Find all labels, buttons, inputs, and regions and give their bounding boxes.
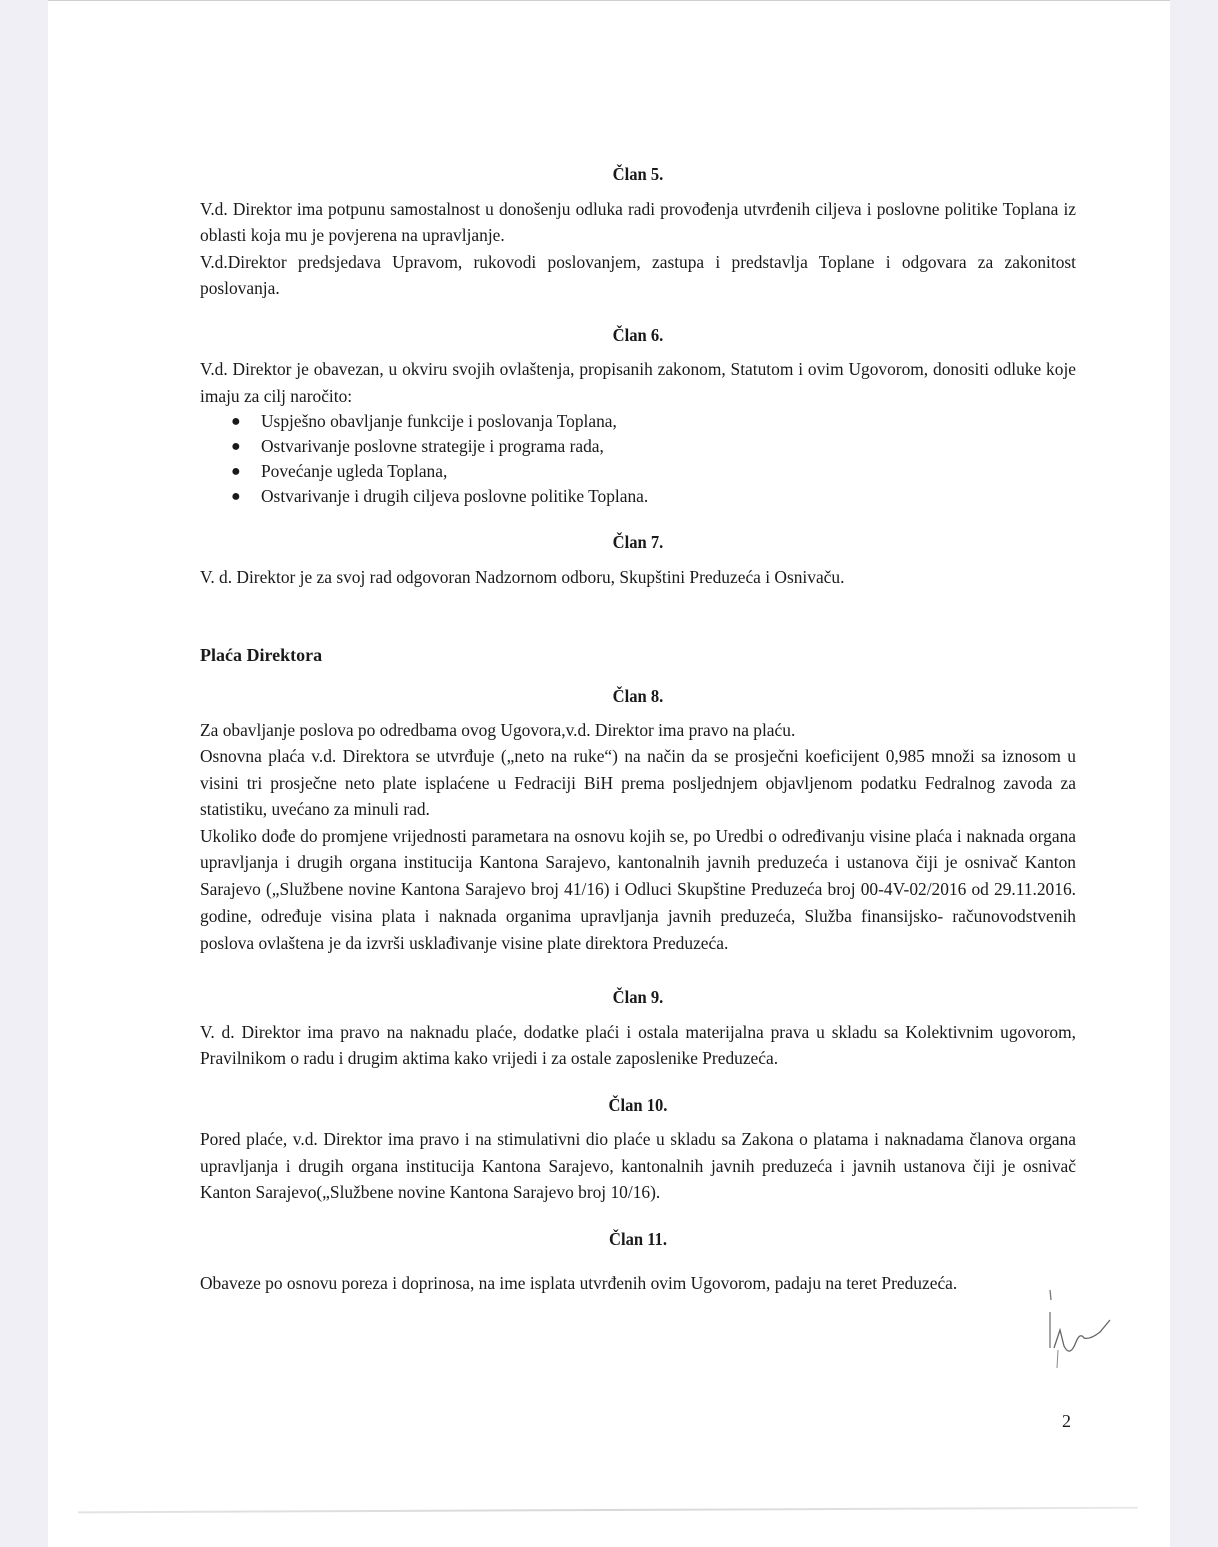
article-5 — [200, 161, 1076, 302]
bullet-list — [200, 409, 1076, 509]
article-8 — [200, 642, 1076, 956]
article-heading: Član 6. — [612, 324, 664, 345]
bullet-icon: ● — [231, 463, 241, 480]
section-title: Plaća Direktora — [200, 645, 323, 665]
article-11 — [200, 1226, 1076, 1297]
article-6 — [200, 322, 1076, 510]
document-body — [200, 161, 1076, 1297]
article-paragraph: V.d. Direktor je obavezan, u okviru svojih ovlaštenja, propisanih zakonom, Statutom i ovim Ugovorom, donositi odluke koje imaju za cilj naročito: — [200, 359, 1076, 406]
list-item: ● Ostvarivanje i drugih ciljeva poslovne politike Toplana. — [200, 484, 1076, 509]
document-page — [48, 0, 1170, 1547]
list-item: ● Povećanje ugleda Toplana, — [200, 459, 1076, 484]
article-paragraph: V. d. Direktor ima pravo na naknadu plaće, dodatke plaći i ostala materijalna prava u skladu sa Kolektivnim ugovorom, Pravilnikom o radu i drugim aktima kako vrijedi i za ostale zaposlenike Preduzeća. — [200, 1021, 1076, 1069]
article-paragraph: V.d. Direktor ima potpunu samostalnost u donošenju odluka radi provođenja utvrđenih ciljeva i poslovne politike Toplana iz oblasti koja mu je povjerena na upravljanje. — [200, 198, 1076, 245]
bullet-icon: ● — [231, 413, 241, 430]
article-10 — [200, 1092, 1076, 1206]
article-heading: Član 10. — [608, 1094, 668, 1115]
article-paragraph: Ukoliko dođe do promjene vrijednosti parametara na osnovu kojih se, po Uredbi o određivanju visine plaća i naknada organa upravljanja i drugih organa institucija Kantona Sarajevo, kantonalnih javnih preduzeća i ustanova čiji je osnivač Kanton Sarajevo („Službene novine Kantona Sarajevo broj 41/16) i Odluci Skupštine Preduzeća broj 00-4V-02/2016 od 29.11.2016. godine, određuje visina plata i naknada organima upravljanja javnih preduzeća, Služba finansijsko- računovodstvenih poslova ovlaštena je da izvrši usklađivanje visine plate direktora Preduzeća. — [200, 825, 1076, 953]
list-item: ● Ostvarivanje poslovne strategije i programa rada, — [200, 434, 1076, 459]
article-7 — [200, 529, 1076, 590]
article-paragraph: V.d.Direktor predsjedava Upravom, rukovodi poslovanjem, zastupa i predstavlja Toplane i odgovara za zakonitost poslovanja. — [200, 251, 1076, 298]
list-item: ● Uspješno obavljanje funkcije i poslovanja Toplana, — [200, 409, 1076, 434]
page-number: 2 — [1062, 1411, 1071, 1431]
article-heading: Član 8. — [612, 685, 664, 706]
bullet-icon: ● — [231, 438, 241, 455]
article-paragraph: Pored plaće, v.d. Direktor ima pravo i na stimulativni dio plaće u skladu sa Zakona o platama i naknadama članova organa upravljanja i drugih organa institucija Kantona Sarajevo, kantonalnih javnih preduzeća i javnih ustanova čiji je osnivač Kanton Sarajevo(„Službene novine Kantona Sarajevo broj 10/16). — [200, 1129, 1076, 1203]
article-paragraph: Za obavljanje poslova po odredbama ovog Ugovora,v.d. Direktor ima pravo na plaću. — [200, 720, 796, 740]
page-bottom-edge — [78, 1507, 1138, 1514]
article-heading: Član 11. — [609, 1228, 667, 1249]
article-heading: Član 7. — [612, 532, 664, 552]
article-paragraph: V. d. Direktor je za svoj rad odgovoran Nadzornom odboru, Skupštini Preduzeća i Osnivaču. — [200, 566, 845, 587]
signature-icon — [1030, 1280, 1130, 1380]
article-heading: Član 9. — [612, 987, 664, 1008]
bullet-icon: ● — [231, 488, 241, 505]
article-heading: Član 5. — [612, 164, 664, 184]
article-paragraph: Osnovna plaća v.d. Direktora se utvrđuje („neto na ruke“) na način da se prosječni koeficijent 0,985 množi sa iznosom u visini tri prosječne neto plate isplaćene u Fedraciji BiH prema posljednjem objavljenom podatku Fedralnog zavoda za statistiku, uvećano za minuli rad. — [200, 746, 1076, 819]
article-9 — [200, 984, 1076, 1072]
article-paragraph: Obaveze po osnovu poreza i doprinosa, na ime isplata utvrđenih ovim Ugovorom, padaju na teret Preduzeća. — [200, 1273, 958, 1294]
